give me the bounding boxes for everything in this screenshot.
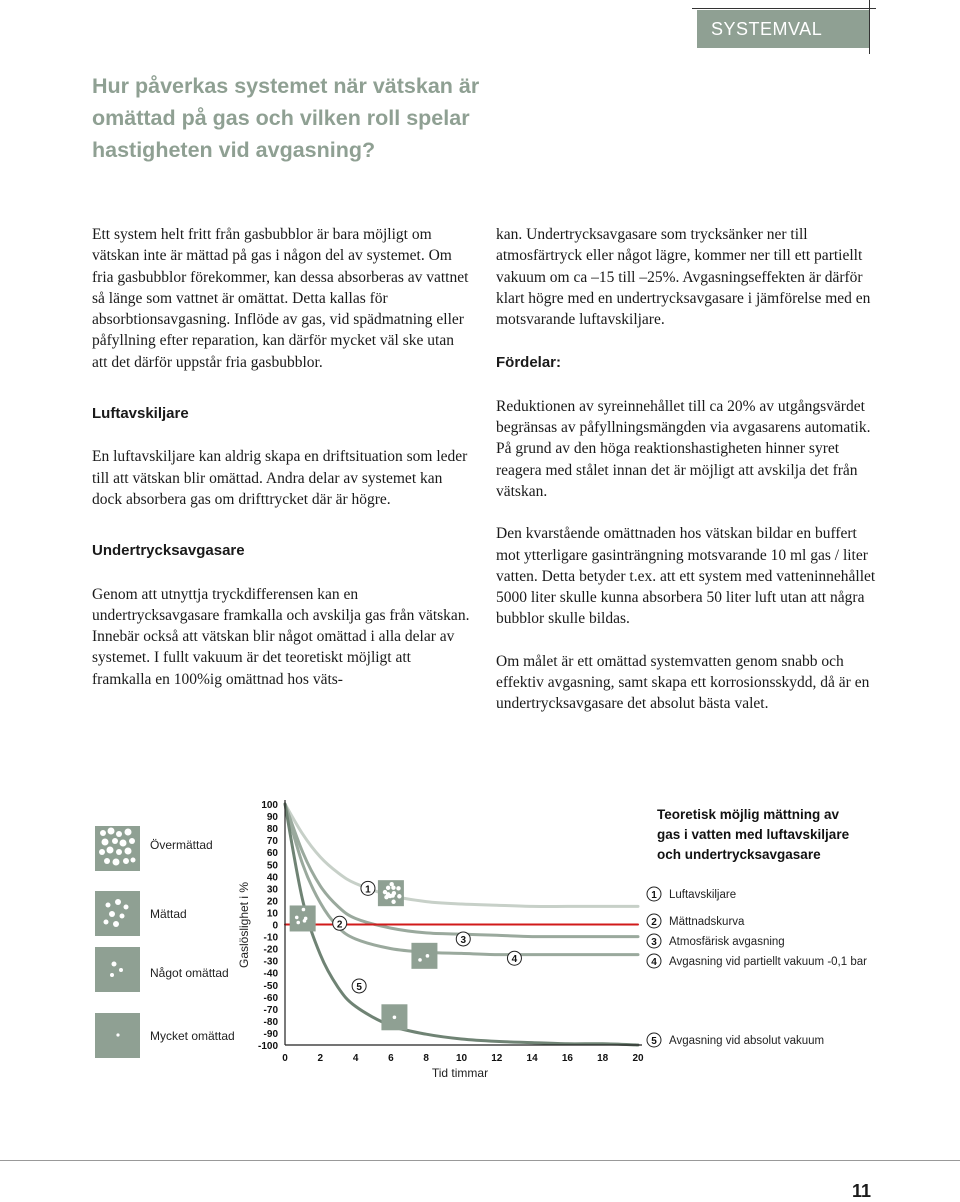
figure-title-line-3: och undertrycksavgasare xyxy=(657,847,821,862)
undertrycksavgasare-paragraph: Genom att utnyttja tryckdifferensen kan en undertrycksavgasare framkalla och avskilja gas från vätskan. Innebär också att vätskan blir något omättad i alla delar av systemet. I fullt vakuum är det teoretiskt möjligt att framkalla en 100%ig omättnad hos väts- xyxy=(92,585,470,688)
saturation-figure xyxy=(88,792,878,1092)
footer-rule xyxy=(0,1160,960,1161)
bubble-single xyxy=(116,1033,119,1036)
y-tick-label: 90 xyxy=(266,812,278,824)
figure-title-line-1: Teoretisk möjlig mättning av xyxy=(657,807,840,822)
y-tick-label: -20 xyxy=(263,944,278,956)
state-label-mycket-omattad: Mycket omättad xyxy=(150,1029,235,1043)
x-tick-label: 0 xyxy=(282,1053,288,1064)
x-tick-label: 12 xyxy=(491,1053,503,1064)
y-tick-label: 30 xyxy=(266,884,278,896)
legend-number: 3 xyxy=(651,937,657,948)
y-tick-label: 80 xyxy=(266,824,278,836)
curve-number-markers xyxy=(333,881,522,993)
y-tick-label: -40 xyxy=(263,968,278,980)
left-column xyxy=(92,224,470,690)
inline-bubble xyxy=(302,908,306,912)
inline-bubble xyxy=(386,892,390,896)
curve-marker-number: 3 xyxy=(460,934,467,946)
y-tick-label: -60 xyxy=(263,992,278,1004)
y-tick-labels xyxy=(258,800,278,1052)
legend-number: 1 xyxy=(651,890,657,901)
state-legend xyxy=(95,826,235,1058)
state-label-mattad: Mättad xyxy=(150,907,187,921)
y-tick-label: 20 xyxy=(266,896,278,908)
inline-bubble xyxy=(426,954,430,958)
legend-label: Avgasning vid partiellt vakuum -0,1 bar xyxy=(669,956,867,968)
luftavskiljare-paragraph: En luftavskiljare kan aldrig skapa en driftsituation som leder till att vätskan blir omättad. Andra delar av systemet kan dock absorbera gas om drifttrycket där är högre. xyxy=(92,448,468,508)
section-tab: SYSTEMVAL xyxy=(697,10,869,48)
inline-bubble xyxy=(397,894,401,898)
x-tick-label: 10 xyxy=(455,1053,468,1064)
subheading-luftavskiljare: Luftavskiljare xyxy=(92,405,189,423)
legend-number: 2 xyxy=(651,917,657,928)
x-tick-label: 4 xyxy=(352,1053,359,1064)
inline-bubble xyxy=(295,916,299,920)
legend-label: Atmosfärisk avgasning xyxy=(669,936,785,948)
right-column xyxy=(496,224,876,715)
inline-bubble xyxy=(391,900,395,904)
y-tick-label: -50 xyxy=(263,980,278,992)
y-tick-label: -30 xyxy=(263,956,278,968)
figure-title-line-2: gas i vatten med luftavskiljare xyxy=(657,827,850,842)
y-axis-label: Gaslöslighet i % xyxy=(237,881,251,969)
inline-bubble xyxy=(386,886,390,890)
y-tick-label: -70 xyxy=(263,1004,278,1016)
legend-label: Avgasning vid absolut vakuum xyxy=(669,1035,825,1047)
fordelar-paragraph-3: Om målet är ett omättad systemvatten genom snabb och effektiv avgasning, samt skapa ett korrosionsskydd, då är en undertrycksavgasare det absolut bästa valet. xyxy=(496,652,870,713)
page-heading: Hur påverkas systemet när vätskan är omättad på gas och vilken roll spelar hastigheten vid avgasning? xyxy=(92,74,480,162)
subheading-undertrycksavgasare: Undertrycksavgasare xyxy=(92,542,245,560)
legend-label: Mättnadskurva xyxy=(669,916,745,928)
state-box-mattad xyxy=(95,891,140,936)
x-tick-label: 18 xyxy=(597,1053,609,1064)
y-tick-label: 70 xyxy=(266,836,278,848)
x-axis-label: Tid timmar xyxy=(431,1066,489,1080)
curve-marker-number: 5 xyxy=(356,981,362,993)
y-tick-label: 50 xyxy=(266,860,278,872)
inline-bubble xyxy=(303,919,307,923)
inline-bubble xyxy=(296,921,300,925)
curve-marker-number: 1 xyxy=(365,884,371,896)
fordelar-paragraph-1: Reduktionen av syreinnehållet till ca 20% av utgångsvärdet begränsas av påfyllningsmängden via avgasarens automatik. På grund av den höga reaktionshastigheten hinner syret reagera med stålet innan det är möjligt att avskilja det från vätskan. xyxy=(496,397,871,500)
y-tick-label: 10 xyxy=(266,908,278,920)
figure-legend xyxy=(647,887,867,1047)
y-tick-label: -80 xyxy=(263,1016,278,1028)
inline-box-nagot-omattad xyxy=(411,943,437,969)
y-tick-label: -10 xyxy=(263,932,278,944)
state-label-overmattad: Övermättad xyxy=(150,838,213,852)
plot-area xyxy=(258,800,644,1064)
legend-number: 4 xyxy=(651,957,657,968)
header-rule xyxy=(692,8,876,9)
fordelar-paragraph-2: Den kvarstående omättnaden hos vätskan bildar en buffert mot ytterligare gasinträngning motsvarande 10 ml gas / liter vatten. Detta betyder t.ex. att ett system med vatteninnehållet 5000 liter skulle kunna absorbera 50 liter luft utan att några bubblor skulle bildas. xyxy=(496,525,876,628)
inline-state-boxes xyxy=(290,880,438,1030)
y-tick-label: -100 xyxy=(257,1041,278,1052)
state-box-nagot-omattad xyxy=(95,947,140,992)
y-tick-label: 100 xyxy=(261,800,278,811)
curve-marker-number: 2 xyxy=(336,919,343,931)
x-tick-label: 6 xyxy=(388,1053,394,1064)
intro-paragraph: Ett system helt fritt från gasbubblor är bara möjligt om vätskan inte är mättad på gas i någon del av systemet. Om fria gasbubblor förekommer, kan dessa absorberas av vattnet så länge som vattnet är omättat. Detta kallas för absorbtionsavgasning. Inflöde av gas, vid spädmatning eller påfyllning efter reparation, kan därför mycket väl ske utan att det därför uppstår fria gasbubblor. xyxy=(92,226,469,371)
legend-label: Luftavskiljare xyxy=(669,889,737,901)
inline-bubble xyxy=(393,1015,397,1019)
y-tick-label: 40 xyxy=(266,872,278,884)
x-tick-label: 20 xyxy=(632,1053,644,1064)
x-tick-label: 16 xyxy=(561,1053,573,1064)
x-tick-label: 2 xyxy=(317,1053,324,1064)
x-tick-labels xyxy=(282,1053,644,1064)
x-tick-label: 14 xyxy=(526,1053,538,1064)
curve-series-1 xyxy=(285,804,638,906)
subheading-fordelar: Fördelar: xyxy=(496,354,562,372)
curve-marker-number: 4 xyxy=(511,954,518,966)
legend-number: 5 xyxy=(651,1036,657,1047)
y-tick-label: 60 xyxy=(266,848,278,860)
inline-bubble xyxy=(391,886,395,890)
header-divider xyxy=(869,0,870,54)
y-tick-label: -90 xyxy=(263,1028,278,1040)
inline-bubble xyxy=(418,958,422,962)
continuation-paragraph: kan. Undertrycksavgasare som trycksänker ner till atmosfärtryck eller något lägre, kommer ner till ett partiellt vakuum om ca –15 till –25%. Avgasningseffekten är därför klart högre med en undertrycksavgasare i jämförelse med en motsvarande luftavskiljare. xyxy=(496,226,871,329)
page-number: 11 xyxy=(852,1181,872,1201)
x-tick-label: 8 xyxy=(423,1053,429,1064)
inline-bubble xyxy=(396,886,400,890)
y-tick-label: 0 xyxy=(272,920,278,932)
state-label-nagot-omattad: Något omättad xyxy=(150,966,229,980)
